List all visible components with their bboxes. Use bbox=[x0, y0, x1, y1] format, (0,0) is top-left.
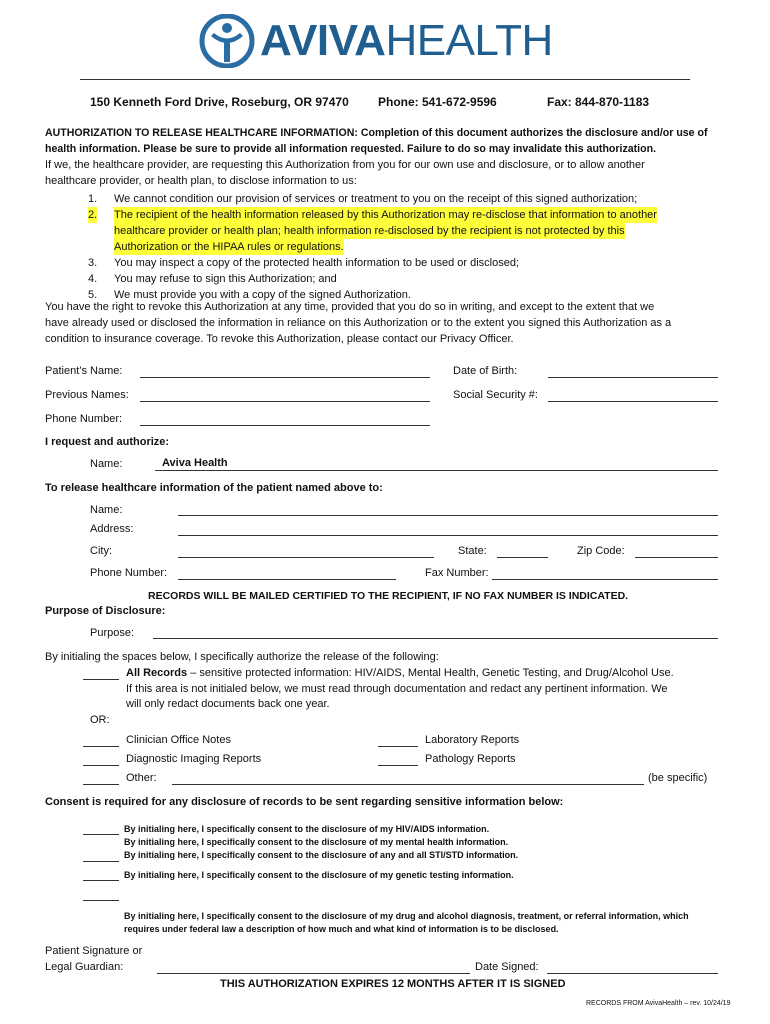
all-records-bold: All Records bbox=[126, 667, 188, 679]
or-label: OR: bbox=[90, 714, 110, 726]
dob-label: Date of Birth: bbox=[453, 365, 518, 377]
other-field[interactable] bbox=[172, 784, 644, 785]
list-item-highlighted bbox=[90, 207, 710, 255]
revoke-p2a: You have the right to revoke this Authorization at any time, provided that you do so in writing, and except to the extent that we bbox=[45, 301, 655, 313]
list-text: healthcare provider or health plan; health information re-disclosed by the recipient is not protected by this bbox=[114, 225, 625, 237]
drug-consent-initial[interactable] bbox=[83, 900, 119, 901]
purpose-heading: Purpose of Disclosure: bbox=[45, 605, 166, 617]
intro-title-2: health information. Please be sure to provide all information requested. Failure to do so may invalidate this authorization. bbox=[45, 143, 657, 155]
list-item bbox=[90, 255, 710, 271]
list-text: You may inspect a copy of the protected health information to be used or disclosed; bbox=[114, 257, 520, 269]
revoke-p2c: condition to insurance coverage. To revoke this Authorization, please contact our Privacy Officer. bbox=[45, 333, 514, 345]
all-records-initial[interactable] bbox=[83, 679, 119, 680]
signature-field[interactable] bbox=[157, 973, 470, 974]
lab-reports-label: Laboratory Reports bbox=[425, 734, 520, 746]
genetic-consent-initial[interactable] bbox=[83, 880, 119, 881]
recipient-name-label: Name: bbox=[90, 504, 123, 516]
recipient-city-field[interactable] bbox=[178, 557, 434, 558]
lab-reports-initial[interactable] bbox=[378, 746, 418, 747]
sti-consent-initial[interactable] bbox=[83, 861, 119, 862]
records-intro: By initialing the spaces below, I specifically authorize the release of the following: bbox=[45, 651, 439, 663]
hiv-consent-initial[interactable] bbox=[83, 834, 119, 835]
list-text: You may refuse to sign this Authorization; and bbox=[114, 273, 337, 285]
other-label: Other: bbox=[126, 772, 157, 784]
ssn-field[interactable] bbox=[548, 401, 718, 402]
intro-p1a: If we, the healthcare provider, are requesting this Authorization from you for our own use and disclosure, or to allow another bbox=[45, 159, 645, 171]
list-number: 5. bbox=[88, 289, 98, 301]
clinician-notes-label: Clinician Office Notes bbox=[126, 734, 231, 746]
drug-consent-text-1: By initialing here, I specifically consent to the disclosure of my drug and alcohol diagnosis, treatment, or referral information, which bbox=[124, 911, 689, 921]
signature-label-1: Patient Signature or bbox=[45, 945, 143, 957]
header-fax: Fax: 844-870-1183 bbox=[547, 95, 650, 109]
aviva-person-icon bbox=[198, 14, 256, 68]
list-item bbox=[90, 191, 710, 207]
ssn-label: Social Security #: bbox=[453, 389, 538, 401]
list-number: 4. bbox=[88, 273, 98, 285]
genetic-consent-text: By initialing here, I specifically consent to the disclosure of my genetic testing information. bbox=[124, 870, 514, 880]
patient-phone-field[interactable] bbox=[140, 425, 430, 426]
recipient-fax-label: Fax Number: bbox=[425, 567, 489, 579]
mail-notice: RECORDS WILL BE MAILED CERTIFIED TO THE RECIPIENT, IF NO FAX NUMBER IS INDICATED. bbox=[148, 590, 629, 602]
sti-consent-text: By initialing here, I specifically consent to the disclosure of any and all STI/STD information. bbox=[124, 850, 519, 860]
all-records-line3: will only redact documents back one year. bbox=[126, 698, 330, 710]
be-specific-label: (be specific) bbox=[648, 772, 708, 784]
other-initial[interactable] bbox=[83, 784, 119, 785]
list-text: We cannot condition our provision of services or treatment to you on the receipt of this signed authorization; bbox=[114, 193, 638, 205]
conditions-list bbox=[90, 191, 710, 303]
list-number: 2. bbox=[88, 209, 98, 221]
list-number: 1. bbox=[88, 193, 98, 205]
recipient-address-field[interactable] bbox=[178, 535, 718, 536]
patient-name-label: Patient’s Name: bbox=[45, 365, 123, 377]
mental-consent-text: By initialing here, I specifically consent to the disclosure of my mental health information. bbox=[124, 837, 509, 847]
list-text: Authorization or the HIPAA rules or regulations. bbox=[114, 241, 344, 253]
list-number: 3. bbox=[88, 257, 98, 269]
pathology-label: Pathology Reports bbox=[425, 753, 516, 765]
request-name-field[interactable] bbox=[155, 470, 718, 471]
drug-consent-text-2: requires under federal law a description of how much and what kind of information is to be disclosed. bbox=[124, 924, 559, 934]
imaging-label: Diagnostic Imaging Reports bbox=[126, 753, 262, 765]
hiv-consent-text: By initialing here, I specifically consent to the disclosure of my HIV/AIDS information. bbox=[124, 824, 490, 834]
recipient-fax-field[interactable] bbox=[492, 579, 718, 580]
recipient-state-field[interactable] bbox=[497, 557, 548, 558]
pathology-initial[interactable] bbox=[378, 765, 418, 766]
recipient-address-label: Address: bbox=[90, 523, 134, 535]
purpose-field[interactable] bbox=[153, 638, 718, 639]
release-heading: To release healthcare information of the patient named above to: bbox=[45, 482, 383, 494]
recipient-zip-label: Zip Code: bbox=[577, 545, 625, 557]
clinician-notes-initial[interactable] bbox=[83, 746, 119, 747]
request-name-value: Aviva Health bbox=[162, 457, 228, 469]
date-signed-label: Date Signed: bbox=[475, 961, 539, 973]
patient-name-field[interactable] bbox=[140, 377, 430, 378]
recipient-name-field[interactable] bbox=[178, 515, 718, 516]
list-item bbox=[90, 271, 710, 287]
logo-brand-light: HEALTH bbox=[385, 16, 553, 65]
consent-heading: Consent is required for any disclosure of records to be sent regarding sensitive information below: bbox=[45, 796, 564, 808]
list-text: The recipient of the health information released by this Authorization may re-disclose that information to another bbox=[114, 209, 657, 221]
header-address: 150 Kenneth Ford Drive, Roseburg, OR 97470 bbox=[90, 95, 349, 109]
all-records-text: – sensitive protected information: HIV/AIDS, Mental Health, Genetic Testing, and Drug/Alcohol Use. bbox=[187, 667, 674, 679]
previous-names-field[interactable] bbox=[140, 401, 430, 402]
dob-field[interactable] bbox=[548, 377, 718, 378]
recipient-phone-label: Phone Number: bbox=[90, 567, 168, 579]
signature-label-2: Legal Guardian: bbox=[45, 961, 124, 973]
list-text: We must provide you with a copy of the signed Authorization. bbox=[114, 289, 411, 301]
request-name-label: Name: bbox=[90, 458, 123, 470]
all-records-line2: If this area is not initialed below, we must read through documentation and redact any pertinent information. We bbox=[126, 683, 668, 695]
recipient-state-label: State: bbox=[458, 545, 487, 557]
expiration-notice: THIS AUTHORIZATION EXPIRES 12 MONTHS AFTER IT IS SIGNED bbox=[220, 978, 566, 990]
date-signed-field[interactable] bbox=[547, 973, 718, 974]
purpose-label: Purpose: bbox=[90, 627, 135, 639]
revoke-p2b: have already used or disclosed the information in reliance on this Authorization or to the extent you signed this Authorization as a bbox=[45, 317, 672, 329]
recipient-zip-field[interactable] bbox=[635, 557, 718, 558]
footer-revision: RECORDS FROM AvivaHealth – rev. 10/24/19 bbox=[586, 1000, 731, 1007]
recipient-phone-field[interactable] bbox=[178, 579, 396, 580]
intro-title: AUTHORIZATION TO RELEASE HEALTHCARE INFORMATION: Completion of this document authorizes the disclosure and/or use of bbox=[45, 127, 708, 139]
header-phone: Phone: 541-672-9596 bbox=[378, 95, 497, 109]
header-divider bbox=[80, 79, 690, 80]
intro-p1b: healthcare provider, or health plan, to disclose information to us: bbox=[45, 175, 357, 187]
request-heading: I request and authorize: bbox=[45, 436, 170, 448]
recipient-city-label: City: bbox=[90, 545, 112, 557]
imaging-initial[interactable] bbox=[83, 765, 119, 766]
previous-names-label: Previous Names: bbox=[45, 389, 129, 401]
logo-brand-bold: AVIVA bbox=[260, 16, 386, 65]
patient-phone-label: Phone Number: bbox=[45, 413, 123, 425]
all-records-label bbox=[126, 666, 674, 680]
